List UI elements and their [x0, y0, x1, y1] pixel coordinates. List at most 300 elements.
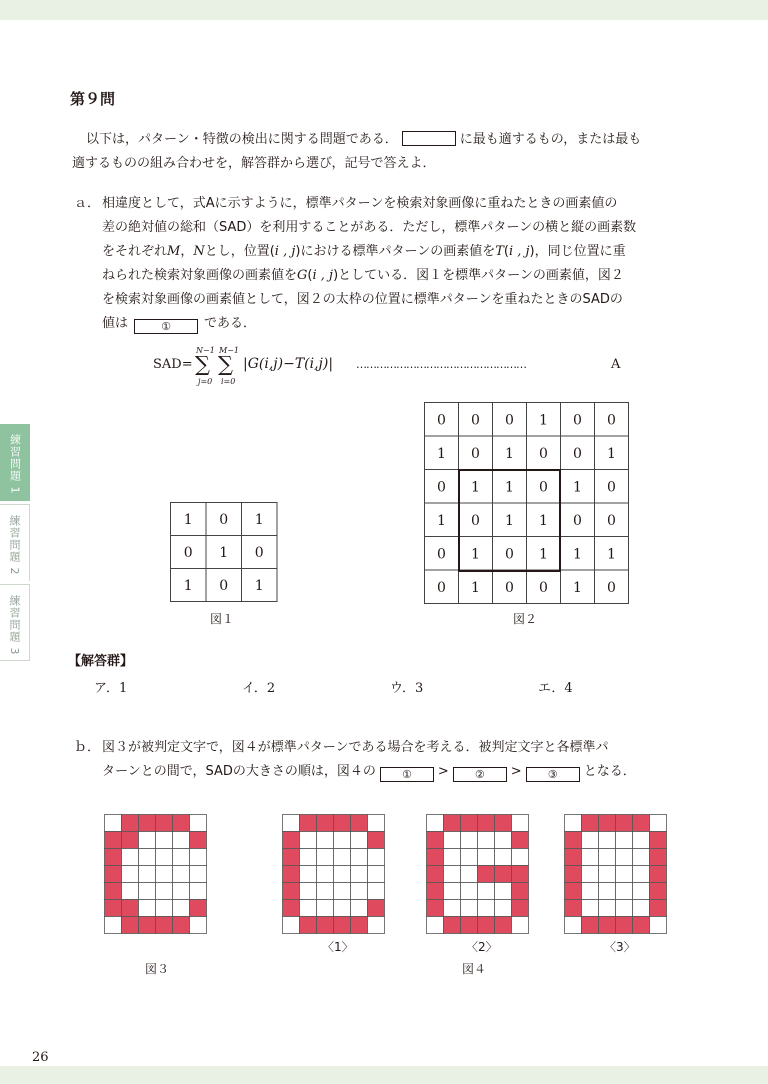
text: をそれぞれ	[102, 244, 168, 259]
pixel-cell	[351, 866, 368, 883]
pixel-cell	[565, 900, 582, 917]
pixel-cell	[156, 883, 173, 900]
answer-option-u[interactable]	[390, 677, 423, 696]
gt-sign: >	[437, 764, 449, 779]
cell-value: 1	[437, 512, 446, 529]
pixel-cell	[105, 883, 122, 900]
pixel-cell	[478, 849, 495, 866]
pixel-cell	[105, 815, 122, 832]
tab-exercise-1-label: 練習問題 1	[8, 434, 22, 495]
pixel-cell	[368, 883, 385, 900]
pixel-cell	[105, 866, 122, 883]
pixel-cell	[650, 900, 667, 917]
pixel-cell	[317, 917, 334, 934]
pixel-cell	[478, 815, 495, 832]
formula-leader-dots: ……………………………………………	[356, 358, 526, 371]
pixel-cell	[122, 832, 139, 849]
pixel-cell	[173, 917, 190, 934]
pixel-cell	[444, 917, 461, 934]
part-b-line-1: 図３が被判定文字で，図４が標準パターンである場合を考える．被判定文字と各標準パ	[102, 740, 609, 755]
pixel-cell	[368, 917, 385, 934]
pixel-cell	[190, 900, 207, 917]
pixel-cell	[334, 849, 351, 866]
var-g: G	[297, 268, 308, 283]
pixel-cell	[582, 900, 599, 917]
pixel-cell	[650, 815, 667, 832]
pixel-cell	[633, 866, 650, 883]
pixel-cell	[156, 917, 173, 934]
option-symbol: ア．	[94, 681, 119, 696]
text: 値は	[102, 316, 129, 331]
cell-value: 1	[573, 546, 582, 563]
pixel-cell	[122, 849, 139, 866]
pixel-cell	[334, 883, 351, 900]
cell-value: 1	[539, 412, 548, 429]
var-n: N	[193, 244, 205, 259]
pixel-cell	[427, 815, 444, 832]
pixel-cell	[283, 883, 300, 900]
pixel-cell	[650, 849, 667, 866]
cell-value: 0	[573, 412, 582, 429]
pixel-cell	[633, 815, 650, 832]
text: )としている．図１を標準パターンの画素値，図２	[333, 268, 624, 283]
part-b-line-2	[102, 764, 636, 782]
pixel-cell	[122, 866, 139, 883]
intro-line-1	[86, 131, 641, 148]
formula-body: |G(i,j)−T(i,j)|	[243, 356, 334, 372]
text: ターンとの間で，SADの大きさの順は，図４の	[102, 764, 376, 779]
pixel-cell	[565, 849, 582, 866]
blank-1: ①	[380, 767, 434, 782]
pixel-cell	[633, 917, 650, 934]
blank-box	[402, 131, 456, 146]
option-symbol: イ．	[242, 681, 267, 696]
pixel-cell	[616, 900, 633, 917]
pixel-cell	[368, 900, 385, 917]
cell-value: 1	[183, 578, 193, 594]
sum2-upper: M−1	[219, 346, 239, 355]
intro-line-2: 適するものの組み合わせを，解答群から選び，記号で答えよ．	[72, 156, 436, 171]
pixel-cell	[334, 832, 351, 849]
text: となる．	[583, 764, 636, 779]
pixel-cell	[565, 883, 582, 900]
pixel-cell	[122, 917, 139, 934]
cell-value: 1	[573, 579, 582, 596]
pixel-cell	[599, 900, 616, 917]
pixel-cell	[173, 815, 190, 832]
pixel-cell	[139, 917, 156, 934]
pixel-cell	[478, 883, 495, 900]
pixel-cell	[599, 815, 616, 832]
sum1-lower: j=0	[198, 377, 213, 386]
pixel-cell	[444, 900, 461, 917]
fig4-label-3: 〈3〉	[604, 940, 636, 954]
cell-value: 1	[607, 445, 616, 462]
pixel-cell	[633, 849, 650, 866]
cell-value: 1	[539, 546, 548, 563]
cell-value: 0	[539, 445, 548, 462]
pixel-cell	[122, 900, 139, 917]
pixel-cell	[190, 866, 207, 883]
fig2-caption: 図２	[513, 612, 538, 626]
pixel-cell	[444, 849, 461, 866]
intro-text-before: 以下は，パターン・特徴の検出に関する問題である．	[86, 132, 398, 147]
cell-value: 0	[573, 512, 582, 529]
fig4-label-1: 〈1〉	[322, 940, 354, 954]
part-a-line-4	[102, 268, 624, 284]
pixel-cell	[368, 849, 385, 866]
pixel-cell	[105, 849, 122, 866]
answer-option-i[interactable]	[242, 677, 275, 696]
sigma-1: ∑	[195, 352, 210, 376]
var-m: M	[167, 244, 181, 259]
pixel-cell	[478, 917, 495, 934]
pixel-cell	[512, 900, 529, 917]
pixel-cell	[300, 866, 317, 883]
cell-value: 1	[539, 512, 548, 529]
pixel-cell	[461, 815, 478, 832]
pixel-cell	[444, 832, 461, 849]
pixel-cell	[139, 866, 156, 883]
sigma-2: ∑	[218, 352, 233, 376]
pixel-cell	[616, 917, 633, 934]
cell-value: 1	[505, 479, 514, 496]
pixel-cell	[461, 849, 478, 866]
cell-value: 0	[505, 579, 514, 596]
part-a-label: ａ．	[74, 196, 101, 211]
cell-value: 0	[471, 412, 480, 429]
blank-2: ②	[453, 767, 507, 782]
answers-header: 【解答群】	[68, 654, 134, 669]
cell-value: 0	[505, 412, 514, 429]
fig1-grid	[170, 502, 278, 603]
cell-value: 1	[607, 546, 616, 563]
cell-value: 1	[254, 512, 264, 528]
pixel-cell	[317, 883, 334, 900]
pixel-cell	[139, 900, 156, 917]
option-value: 1	[118, 681, 128, 696]
bottom-band	[0, 1066, 768, 1084]
pixel-cell	[156, 815, 173, 832]
pixel-cell	[122, 883, 139, 900]
pixel-cell	[650, 866, 667, 883]
cell-value: 1	[471, 546, 480, 563]
pixel-cell	[495, 900, 512, 917]
text: とし，位置(	[204, 244, 275, 259]
cell-value: 0	[607, 479, 616, 496]
option-symbol: ウ．	[390, 681, 415, 696]
tab-exercise-3[interactable]	[0, 584, 30, 661]
pixel-cell	[478, 900, 495, 917]
cell-value: 0	[539, 479, 548, 496]
pixel-cell	[283, 866, 300, 883]
part-a-line-2: 差の絶対値の総和（SAD）を利用することがある．ただし，標準パターンの横と縦の画素数	[102, 220, 637, 235]
formula-lhs: SAD=	[153, 357, 193, 372]
tab-exercise-1[interactable]	[0, 424, 30, 501]
pixel-cell	[300, 883, 317, 900]
cell-value: 1	[219, 545, 229, 561]
pixel-cell	[334, 815, 351, 832]
pixel-cell	[105, 917, 122, 934]
cell-value: 0	[607, 512, 616, 529]
pixel-cell	[300, 815, 317, 832]
pixel-cell	[317, 900, 334, 917]
var-ij: i , j	[274, 244, 296, 259]
pixel-cell	[427, 917, 444, 934]
pixel-cell	[461, 917, 478, 934]
pixel-cell	[582, 917, 599, 934]
cell-value: 1	[471, 579, 480, 596]
blank-3: ③	[526, 767, 580, 782]
tab-exercise-2[interactable]	[0, 504, 30, 581]
cell-value: 1	[437, 445, 446, 462]
pixel-cell	[565, 917, 582, 934]
text: )における標準パターンの画素値を	[295, 244, 496, 259]
pixel-cell	[427, 832, 444, 849]
fig4-label-2: 〈2〉	[466, 940, 498, 954]
pixel-cell	[283, 917, 300, 934]
cell-value: 0	[437, 579, 446, 596]
cell-value: 0	[505, 546, 514, 563]
fig4-caption: 図４	[462, 962, 487, 976]
pixel-cell	[478, 866, 495, 883]
cell-value: 0	[437, 546, 446, 563]
pixel-cell	[139, 849, 156, 866]
pixel-cell	[512, 917, 529, 934]
fig1-caption: 図１	[210, 612, 235, 626]
option-symbol: エ．	[538, 681, 565, 696]
text: )，同じ位置に重	[529, 244, 626, 259]
blank-1: ①	[134, 319, 198, 334]
pixel-cell	[444, 883, 461, 900]
pixel-cell	[190, 917, 207, 934]
pixel-cell	[334, 917, 351, 934]
pixel-cell	[599, 917, 616, 934]
pixel-cell	[300, 917, 317, 934]
pixel-cell	[139, 815, 156, 832]
pixel-cell	[139, 883, 156, 900]
pixel-cell	[512, 883, 529, 900]
pixel-cell	[334, 866, 351, 883]
pixel-cell	[351, 917, 368, 934]
pixel-cell	[317, 849, 334, 866]
question-title: 第９問	[70, 90, 116, 108]
pixel-cell	[283, 815, 300, 832]
pixel-cell	[351, 883, 368, 900]
pixel-cell	[599, 849, 616, 866]
answer-option-a[interactable]	[94, 677, 127, 696]
pixel-cell	[461, 866, 478, 883]
pixel-cell	[427, 866, 444, 883]
intro-text-after: に最も適するもの，または最も	[459, 132, 642, 147]
pixel-cell	[616, 849, 633, 866]
fig4-2-pixel-grid	[426, 814, 530, 934]
pixel-cell	[156, 900, 173, 917]
answer-option-e[interactable]	[538, 677, 573, 696]
fig4-3-pixel-grid	[564, 814, 668, 934]
pixel-cell	[351, 815, 368, 832]
cell-value: 0	[183, 545, 193, 561]
cell-value: 0	[607, 579, 616, 596]
text: (	[503, 244, 509, 259]
part-b-label: ｂ．	[74, 740, 101, 755]
pixel-cell	[512, 866, 529, 883]
cell-value: 0	[607, 412, 616, 429]
pixel-cell	[582, 849, 599, 866]
pixel-cell	[633, 900, 650, 917]
part-a-line-1: 相違度として，式Aに示すように，標準パターンを検索対象画像に重ねたときの画素値の	[102, 196, 618, 211]
pixel-cell	[283, 900, 300, 917]
pixel-cell	[300, 900, 317, 917]
cell-value: 0	[219, 578, 229, 594]
pixel-cell	[300, 832, 317, 849]
pixel-cell	[616, 866, 633, 883]
pixel-cell	[283, 849, 300, 866]
pixel-cell	[512, 832, 529, 849]
pixel-cell	[495, 917, 512, 934]
pixel-cell	[495, 883, 512, 900]
pixel-cell	[122, 815, 139, 832]
cell-value: 1	[254, 578, 264, 594]
pixel-cell	[478, 832, 495, 849]
pixel-cell	[495, 832, 512, 849]
text: である．	[204, 316, 257, 331]
gt-sign: >	[510, 764, 522, 779]
cell-value: 1	[505, 512, 514, 529]
pixel-cell	[190, 832, 207, 849]
fig3-caption: 図３	[145, 962, 170, 976]
pixel-cell	[351, 849, 368, 866]
pixel-cell	[427, 900, 444, 917]
part-a-line-3	[102, 244, 626, 260]
pixel-cell	[495, 815, 512, 832]
pixel-cell	[512, 849, 529, 866]
pixel-cell	[190, 815, 207, 832]
pixel-cell	[650, 832, 667, 849]
tab-exercise-2-label: 練習問題 2	[8, 515, 21, 576]
page-number: 26	[32, 1050, 49, 1065]
pixel-cell	[599, 866, 616, 883]
formula-tag: A	[611, 357, 621, 372]
fig4-1-pixel-grid	[282, 814, 386, 934]
text: ねられた検索対象画像の画素値を	[102, 268, 298, 283]
cell-value: 1	[573, 479, 582, 496]
pixel-cell	[173, 832, 190, 849]
pixel-cell	[156, 866, 173, 883]
pixel-cell	[334, 900, 351, 917]
pixel-cell	[582, 883, 599, 900]
pixel-cell	[173, 866, 190, 883]
pixel-cell	[427, 849, 444, 866]
pixel-cell	[461, 832, 478, 849]
pixel-cell	[616, 832, 633, 849]
pixel-cell	[368, 815, 385, 832]
sum1-upper: N−1	[196, 346, 215, 355]
pixel-cell	[317, 815, 334, 832]
pixel-cell	[317, 866, 334, 883]
pixel-cell	[650, 883, 667, 900]
pixel-cell	[368, 832, 385, 849]
cell-value: 0	[471, 445, 480, 462]
pixel-cell	[300, 849, 317, 866]
pixel-cell	[156, 832, 173, 849]
cell-value: 1	[183, 512, 193, 528]
cell-value: 0	[437, 479, 446, 496]
option-value: 3	[414, 681, 424, 696]
cell-value: 1	[505, 445, 514, 462]
var-ij: i , j	[312, 268, 334, 283]
pixel-cell	[582, 815, 599, 832]
pixel-cell	[368, 866, 385, 883]
cell-value: 1	[471, 479, 480, 496]
cell-value: 0	[471, 512, 480, 529]
pixel-cell	[173, 849, 190, 866]
pixel-cell	[565, 815, 582, 832]
cell-value: 0	[254, 545, 264, 561]
text: (	[307, 268, 313, 283]
fig2-grid	[424, 402, 630, 604]
text: ，	[180, 244, 194, 259]
pixel-cell	[190, 849, 207, 866]
pixel-cell	[565, 832, 582, 849]
pixel-cell	[444, 866, 461, 883]
sum2-lower: i=0	[221, 377, 236, 386]
part-a-line-5: を検索対象画像の画素値として，図２の太枠の位置に標準パターンを重ねたときのSADの	[102, 292, 623, 307]
pixel-cell	[461, 883, 478, 900]
pixel-cell	[599, 832, 616, 849]
pixel-cell	[616, 815, 633, 832]
pixel-cell	[139, 832, 156, 849]
cell-value: 0	[573, 445, 582, 462]
pixel-cell	[512, 815, 529, 832]
part-a-line-6	[102, 316, 256, 334]
pixel-cell	[105, 832, 122, 849]
pixel-cell	[173, 883, 190, 900]
pixel-cell	[190, 883, 207, 900]
pixel-cell	[351, 900, 368, 917]
pixel-cell	[565, 866, 582, 883]
pixel-cell	[495, 866, 512, 883]
var-t: T	[495, 244, 504, 259]
pixel-cell	[444, 815, 461, 832]
pixel-cell	[650, 917, 667, 934]
pixel-cell	[427, 883, 444, 900]
option-value: 2	[266, 681, 276, 696]
pixel-cell	[616, 883, 633, 900]
pixel-cell	[633, 883, 650, 900]
pixel-cell	[173, 900, 190, 917]
pixel-cell	[461, 900, 478, 917]
pixel-cell	[582, 832, 599, 849]
pixel-cell	[105, 900, 122, 917]
pixel-cell	[599, 883, 616, 900]
pixel-cell	[633, 832, 650, 849]
pixel-cell	[351, 832, 368, 849]
top-band	[0, 0, 768, 20]
tab-exercise-3-label: 練習問題 3	[8, 595, 21, 656]
pixel-cell	[156, 849, 173, 866]
option-value: 4	[564, 681, 573, 696]
cell-value: 0	[539, 579, 548, 596]
cell-value: 0	[219, 512, 229, 528]
pixel-cell	[283, 832, 300, 849]
var-ij: i , j	[508, 244, 530, 259]
pixel-cell	[495, 849, 512, 866]
pixel-cell	[582, 866, 599, 883]
cell-value: 0	[437, 412, 446, 429]
pixel-cell	[317, 832, 334, 849]
fig3-pixel-grid	[104, 814, 208, 934]
